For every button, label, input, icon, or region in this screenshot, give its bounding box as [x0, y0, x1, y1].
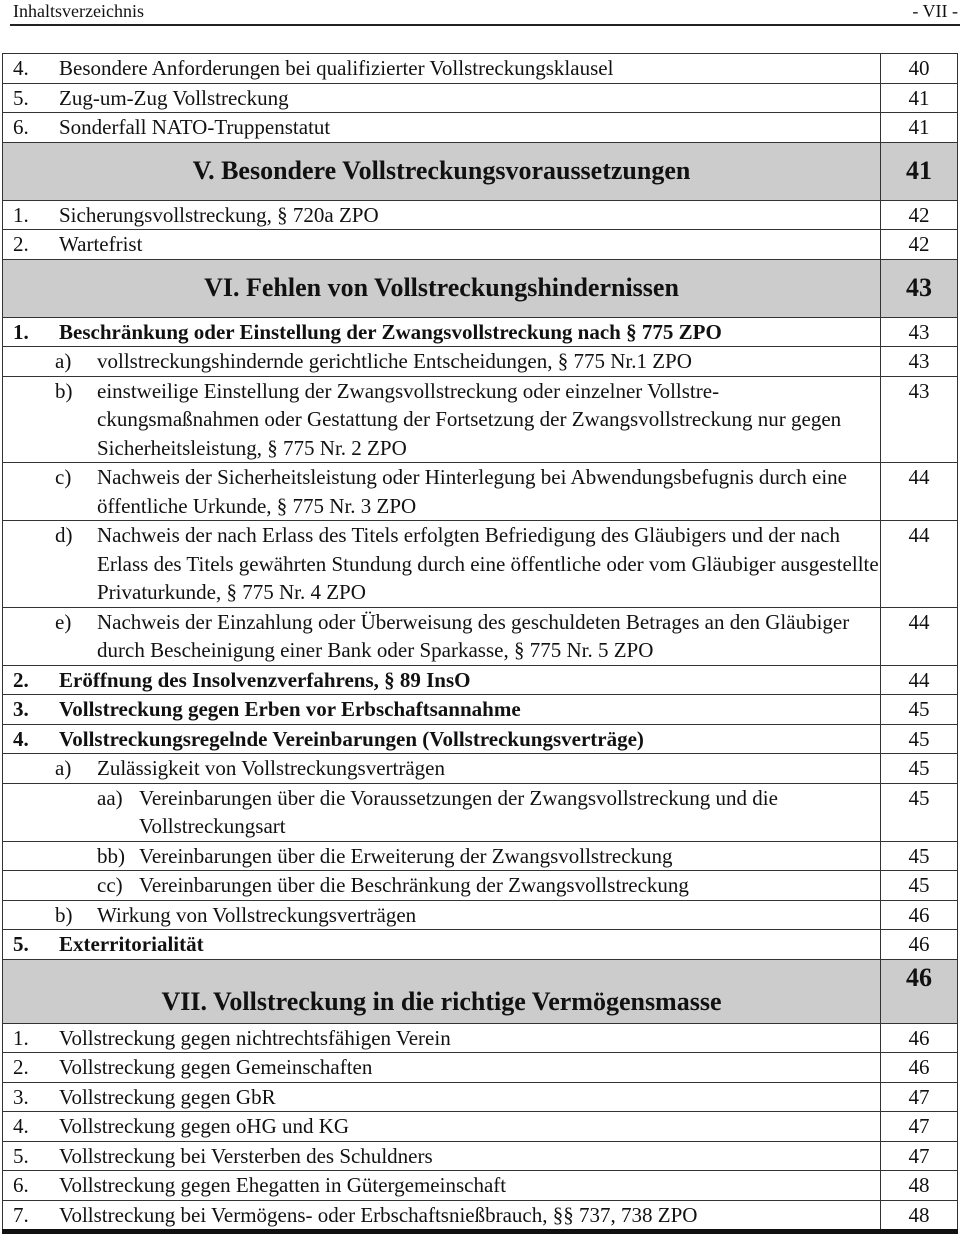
toc-page-number: 43: [881, 376, 958, 463]
toc-entry: [3, 200, 958, 230]
toc-page-number: 44: [881, 463, 958, 521]
toc-page-number: 42: [881, 230, 958, 260]
toc-entry: [3, 463, 958, 521]
toc-entry-title: Beschränkung oder Einstellung der Zwangsvollstreckung nach § 775 ZPO: [59, 319, 722, 344]
toc-entry-content: [13, 377, 880, 463]
toc-page-number: 45: [881, 871, 958, 901]
toc-entry: [3, 724, 958, 754]
toc-entry: [3, 1023, 958, 1053]
toc-entry-title: Nachweis der nach Erlass des Titels erfolgten Befriedigung des Gläubigers und der nach Erlass des Titels gewährten Stundung durch eine öffentliche oder vom Gläubiger ausgestellte Privaturkunde, § 775 Nr. 4 ZPO: [97, 523, 879, 604]
toc-page-number: 46: [881, 1023, 958, 1053]
toc-entry-content: [13, 54, 880, 83]
toc-entry-number: 1.: [13, 319, 29, 344]
toc-entry-number: c): [55, 465, 72, 489]
toc-entry-content: [13, 1171, 880, 1200]
toc-entry-number: 1.: [13, 1025, 29, 1050]
toc-entry-number: aa): [97, 785, 123, 810]
toc-page-number: 40: [881, 54, 958, 84]
toc-entry-title: Vollstreckung gegen GbR: [59, 1084, 276, 1109]
toc-page-number: 47: [881, 1112, 958, 1142]
header-title: Inhaltsverzeichnis: [13, 1, 144, 21]
toc-entry: [3, 695, 958, 725]
toc-page-number: 45: [881, 841, 958, 871]
toc-entry-content: [13, 84, 880, 113]
toc-entry-number: 5.: [13, 1143, 29, 1168]
toc-entry-number: 3.: [13, 1084, 29, 1109]
toc-entry-number: 7.: [13, 1202, 29, 1227]
toc-entry: [3, 783, 958, 841]
toc-entry-content: [13, 871, 880, 900]
toc-entry-content: [13, 901, 880, 930]
toc-entry: [3, 317, 958, 347]
toc-entry: [3, 900, 958, 930]
toc-entry-number: a): [55, 349, 72, 373]
toc-entry-content: [13, 930, 880, 959]
toc-entry-content: [13, 463, 880, 520]
toc-entry-content: [13, 725, 880, 754]
toc-entry-title: Sicherungsvollstreckung, § 720a ZPO: [59, 202, 379, 227]
toc-entry: [3, 1171, 958, 1201]
toc-entry: [3, 871, 958, 901]
toc-entry-number: 4.: [13, 56, 29, 80]
toc-entry: [3, 113, 958, 143]
toc-page-number: 43: [881, 347, 958, 377]
toc-entry-number: 5.: [13, 932, 29, 956]
toc-entry-title: Vereinbarungen über die Erweiterung der Zwangsvollstreckung: [139, 843, 673, 868]
header-page-number: - VII -: [912, 1, 958, 21]
toc-page-number: 43: [881, 317, 958, 347]
toc-entry-number: 4.: [13, 726, 29, 751]
toc-entry-title: Vollstreckung bei Versterben des Schuldners: [59, 1143, 433, 1168]
toc-entry-number: e): [55, 609, 72, 634]
toc-page-number: 44: [881, 521, 958, 608]
toc-entry-content: [13, 521, 880, 607]
toc-page-number: 47: [881, 1082, 958, 1112]
toc-entry: [3, 230, 958, 260]
toc-page-number: 45: [881, 783, 958, 841]
toc-entry-title: Wartefrist: [59, 232, 143, 256]
toc-entry-number: b): [55, 378, 73, 403]
toc-entry: [3, 1141, 958, 1171]
toc-entry-title: einstweilige Einstellung der Zwangsvollstreckung oder einzelner Vollstre-ckungsmaßnahmen oder Gestattung der Fortsetzung der Zwangsvollstreckung nur gegen Sicherheitsleistung, § 775 Nr. 2 ZPO: [97, 378, 842, 460]
toc-entry: [3, 1082, 958, 1112]
toc-entry-title: Vereinbarungen über die Voraussetzungen der Zwangsvollstreckung und die Vollstreckungsart: [139, 785, 778, 838]
toc-page-number: 43: [881, 259, 958, 317]
toc-page-number: 48: [881, 1171, 958, 1201]
toc-table: [2, 53, 958, 1234]
toc-entry-content: [13, 1083, 880, 1112]
toc-entry-content: [13, 230, 880, 259]
toc-entry: [3, 607, 958, 665]
toc-page-number: 41: [881, 113, 958, 143]
toc-entry-content: [13, 1201, 880, 1230]
toc-entry-title: vollstreckungshindernde gerichtliche Entscheidungen, § 775 Nr.1 ZPO: [97, 349, 692, 373]
toc-page-number: 48: [881, 1200, 958, 1232]
toc-entry-title: Vollstreckung gegen Gemeinschaften: [59, 1055, 373, 1079]
toc-entry: [3, 1200, 958, 1232]
toc-section-heading: [3, 959, 958, 1023]
toc-entry-content: [13, 1053, 880, 1082]
toc-entry: [3, 376, 958, 463]
toc-entry-number: 6.: [13, 1173, 29, 1197]
toc-entry-title: Vollstreckung bei Vermögens- oder Erbschaftsnießbrauch, §§ 737, 738 ZPO: [59, 1202, 698, 1227]
toc-entry-number: a): [55, 756, 72, 780]
toc-entry-number: 2.: [13, 232, 29, 256]
toc-entry: [3, 754, 958, 784]
toc-entry-content: [13, 318, 880, 347]
section-title: VI. Fehlen von Vollstreckungshindernissen: [3, 259, 881, 317]
toc-entry: [3, 521, 958, 608]
toc-entry-title: Vollstreckung gegen Ehegatten in Gütergemeinschaft: [59, 1173, 507, 1197]
toc-body: [3, 54, 958, 1232]
toc-entry-number: d): [55, 523, 73, 547]
toc-entry: [3, 665, 958, 695]
toc-entry-content: [13, 347, 880, 376]
toc-entry-content: [13, 608, 880, 665]
toc-entry-content: [13, 754, 880, 783]
toc-entry-number: b): [55, 902, 73, 927]
toc-entry-title: Vollstreckungsregelnde Vereinbarungen (Vollstreckungsverträge): [59, 726, 644, 751]
toc-page-number: 47: [881, 1141, 958, 1171]
toc-section-heading: [3, 259, 958, 317]
toc-page-number: 41: [881, 83, 958, 113]
toc-entry-title: Vollstreckung gegen nichtrechtsfähigen Verein: [59, 1025, 451, 1050]
toc-section-heading: [3, 142, 958, 200]
toc-entry-content: [13, 842, 880, 871]
toc-entry-content: [13, 1112, 880, 1141]
toc-entry-title: Sonderfall NATO-Truppenstatut: [59, 115, 331, 139]
toc-entry-content: [13, 695, 880, 724]
toc-entry-content: [13, 201, 880, 230]
toc-page-number: 46: [881, 900, 958, 930]
toc-page-number: 41: [881, 142, 958, 200]
toc-entry-number: cc): [97, 873, 123, 897]
toc-entry: [3, 1112, 958, 1142]
toc-entry-title: Wirkung von Vollstreckungsverträgen: [97, 902, 417, 927]
toc-entry-number: 1.: [13, 202, 29, 227]
toc-entry-title: Zulässigkeit von Vollstreckungsverträgen: [97, 756, 445, 780]
toc-page-number: 45: [881, 724, 958, 754]
toc-entry-title: Zug-um-Zug Vollstreckung: [59, 85, 289, 110]
toc-entry-title: Exterritorialität: [59, 932, 204, 956]
toc-entry: [3, 930, 958, 960]
toc-entry-number: 2.: [13, 1055, 29, 1079]
toc-entry: [3, 347, 958, 377]
toc-page-number: 46: [881, 930, 958, 960]
toc-page-number: 42: [881, 200, 958, 230]
toc-page-number: 45: [881, 695, 958, 725]
toc-entry: [3, 83, 958, 113]
toc-entry-number: 5.: [13, 85, 29, 110]
toc-entry-title: Eröffnung des Insolvenzverfahrens, § 89 InsO: [59, 667, 471, 692]
toc-entry-title: Vereinbarungen über die Beschränkung der Zwangsvollstreckung: [139, 873, 689, 897]
toc-page-number: 44: [881, 665, 958, 695]
toc-entry-title: Nachweis der Einzahlung oder Überweisung des geschuldeten Betrages an den Gläubiger durch Bescheinigung einer Bank oder Sparkasse, § 775 Nr. 5 ZPO: [97, 609, 850, 662]
toc-entry: [3, 1053, 958, 1083]
toc-entry-title: Vollstreckung gegen Erben vor Erbschaftsannahme: [59, 697, 521, 721]
toc-page-number: 45: [881, 754, 958, 784]
toc-page-number: 44: [881, 607, 958, 665]
toc-entry: [3, 54, 958, 84]
toc-page-number: 46: [881, 959, 958, 1023]
toc-entry-number: 4.: [13, 1114, 29, 1138]
toc-page-number: 46: [881, 1053, 958, 1083]
toc-entry-number: 3.: [13, 697, 29, 721]
toc-entry-title: Vollstreckung gegen oHG und KG: [59, 1114, 350, 1138]
toc-entry-number: bb): [97, 843, 125, 868]
toc-entry-number: 6.: [13, 115, 29, 139]
toc-entry-title: Nachweis der Sicherheitsleistung oder Hinterlegung bei Abwendungsbefugnis durch eine öffentliche Urkunde, § 775 Nr. 3 ZPO: [97, 465, 847, 518]
toc-entry-content: [13, 1024, 880, 1053]
page-header: [10, 0, 960, 26]
section-title: V. Besondere Vollstreckungsvoraussetzungen: [3, 142, 881, 200]
toc-entry-title: Besondere Anforderungen bei qualifizierter Vollstreckungsklausel: [59, 56, 614, 80]
section-title: VII. Vollstreckung in die richtige Vermögensmasse: [3, 959, 881, 1023]
toc-entry-content: [13, 666, 880, 695]
toc-entry-number: 2.: [13, 667, 29, 692]
toc-entry-content: [13, 784, 880, 841]
toc-entry-content: [13, 1142, 880, 1171]
toc-entry: [3, 841, 958, 871]
toc-entry-content: [13, 113, 880, 142]
